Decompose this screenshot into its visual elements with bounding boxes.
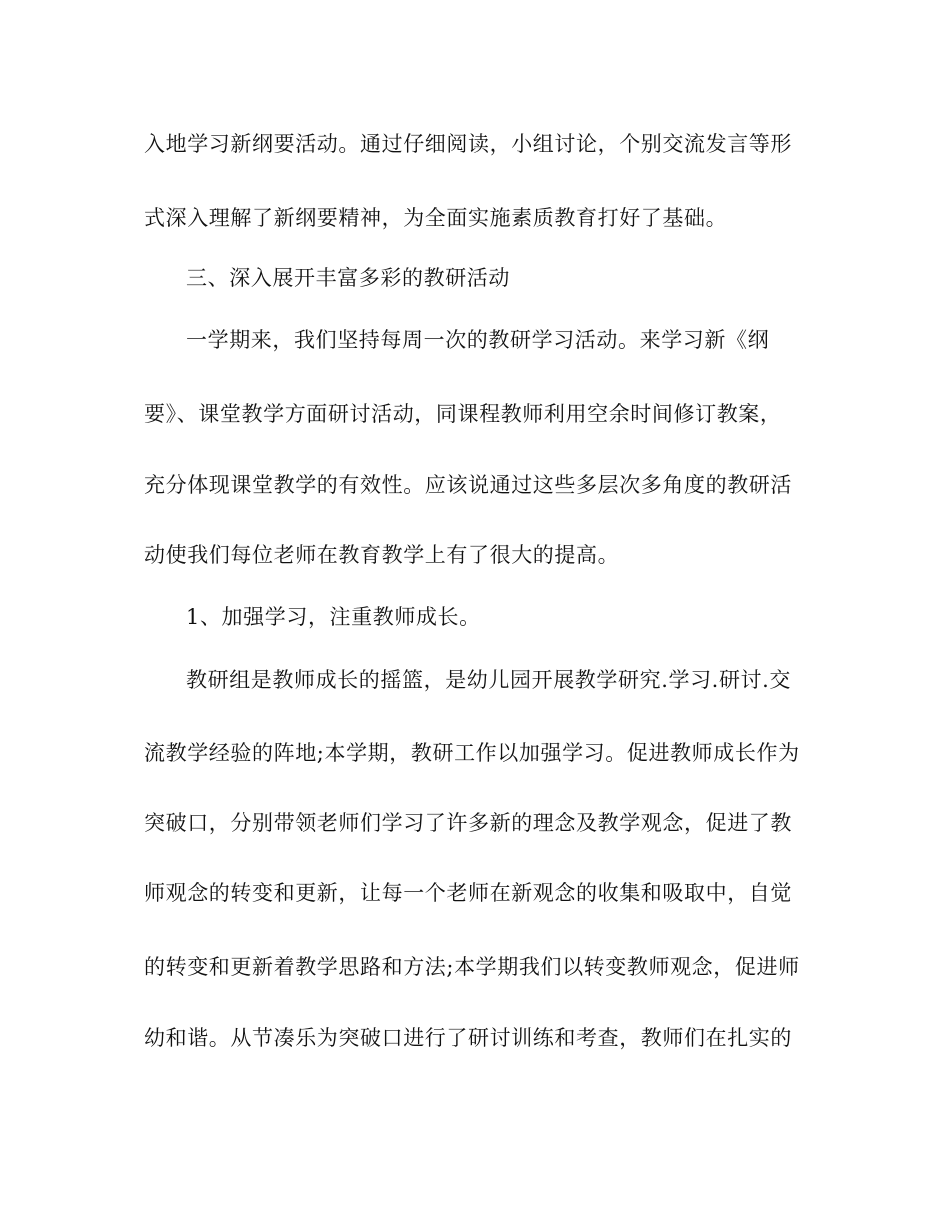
subsection-heading: 1、加强学习，注重教师成长。 bbox=[186, 605, 481, 629]
paragraph-line: 的转变和更新着教学思路和方法;本学期我们以转变教师观念，促进师 bbox=[144, 955, 800, 979]
paragraph-line: 师观念的转变和更新，让每一个老师在新观念的收集和吸取中，自觉 bbox=[144, 881, 792, 905]
section-heading: 三、深入展开丰富多彩的教研活动 bbox=[186, 266, 510, 290]
paragraph-line: 入地学习新纲要活动。通过仔细阅读，小组讨论，个别交流发言等形 bbox=[144, 132, 792, 156]
paragraph-line: 要》、课堂教学方面研讨活动，同课程教师利用空余时间修订教案， bbox=[144, 402, 782, 426]
paragraph-line: 动使我们每位老师在教育教学上有了很大的提高。 bbox=[144, 543, 620, 567]
paragraph-line: 式深入理解了新纲要精神，为全面实施素质教育打好了基础。 bbox=[144, 206, 728, 230]
paragraph-line: 幼和谐。从节凑乐为突破口进行了研讨训练和考查，教师们在扎实的 bbox=[144, 1026, 792, 1050]
paragraph-line: 突破口，分别带领老师们学习了许多新的理念及教学观念，促进了教 bbox=[144, 811, 792, 835]
paragraph-line: 教研组是教师成长的摇篮，是幼儿园开展教学研究.学习.研讨.交 bbox=[186, 668, 792, 692]
paragraph-line: 充分体现课堂教学的有效性。应该说通过这些多层次多角度的教研活 bbox=[144, 473, 792, 497]
paragraph-line: 一学期来，我们坚持每周一次的教研学习活动。来学习新《纲 bbox=[186, 328, 770, 352]
paragraph-line: 流教学经验的阵地;本学期，教研工作以加强学习。促进教师成长作为 bbox=[144, 741, 800, 765]
